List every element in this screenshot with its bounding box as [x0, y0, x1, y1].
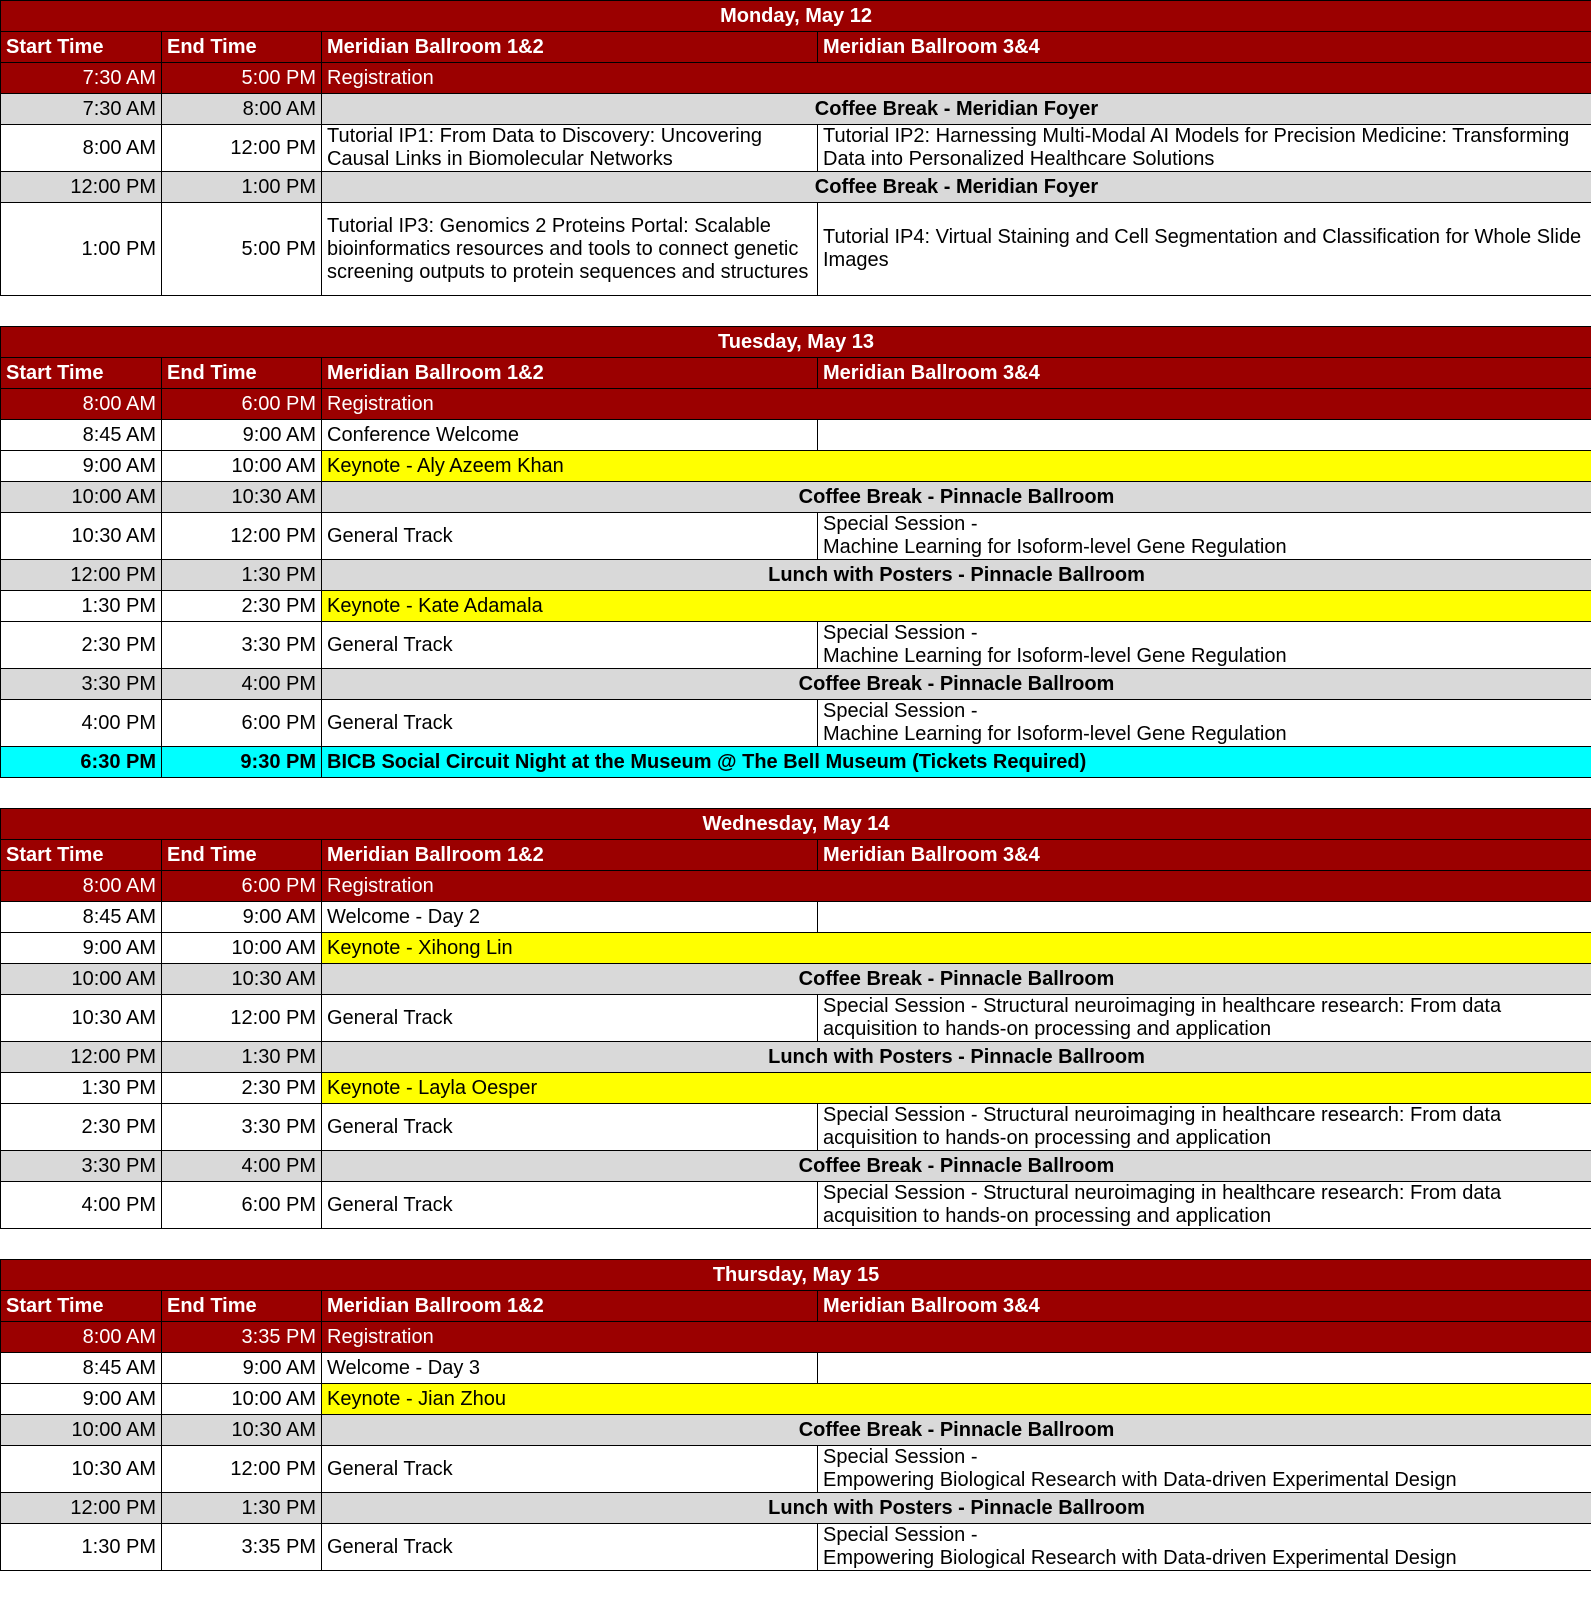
schedule-row-plain — [1, 700, 1591, 747]
meridian-ballroom-3-4-header: Meridian Ballroom 3&4 — [818, 32, 1591, 63]
start-time-header: Start Time — [1, 1291, 162, 1322]
meridian-ballroom-1-2-session: Welcome - Day 2 — [322, 902, 818, 933]
start-time: 10:30 AM — [1, 995, 162, 1042]
schedule-row-plain — [1, 1446, 1591, 1493]
end-time: 9:00 AM — [162, 1353, 322, 1384]
start-time: 1:30 PM — [1, 1073, 162, 1104]
meridian-ballroom-3-4-session: Special Session - Machine Learning for Isoform-level Gene Regulation — [818, 513, 1591, 560]
day-spacer — [0, 1229, 1591, 1259]
full-width-session: Registration — [322, 871, 1591, 902]
schedule-row-break — [1, 94, 1591, 125]
meridian-ballroom-1-2-header: Meridian Ballroom 1&2 — [322, 1291, 818, 1322]
start-time: 9:00 AM — [1, 451, 162, 482]
end-time: 2:30 PM — [162, 591, 322, 622]
start-time: 8:45 AM — [1, 420, 162, 451]
meridian-ballroom-1-2-session: Conference Welcome — [322, 420, 818, 451]
end-time: 5:00 PM — [162, 63, 322, 94]
start-time: 12:00 PM — [1, 560, 162, 591]
meridian-ballroom-1-2-session: Welcome - Day 3 — [322, 1353, 818, 1384]
schedule-row-registration — [1, 1322, 1591, 1353]
full-width-session: Coffee Break - Pinnacle Ballroom — [322, 964, 1591, 995]
end-time: 10:00 AM — [162, 1384, 322, 1415]
start-time: 10:00 AM — [1, 1415, 162, 1446]
start-time: 8:00 AM — [1, 1322, 162, 1353]
start-time: 4:00 PM — [1, 700, 162, 747]
column-header-row — [1, 32, 1591, 63]
meridian-ballroom-3-4-session: Special Session - Empowering Biological Research with Data-driven Experimental Design — [818, 1446, 1591, 1493]
full-width-session: Coffee Break - Pinnacle Ballroom — [322, 669, 1591, 700]
full-width-session: Coffee Break - Meridian Foyer — [322, 94, 1591, 125]
schedule-row-break — [1, 560, 1591, 591]
schedule-row-keynote — [1, 1073, 1591, 1104]
end-time: 12:00 PM — [162, 513, 322, 560]
end-time: 1:00 PM — [162, 172, 322, 203]
end-time: 10:00 AM — [162, 451, 322, 482]
end-time: 9:00 AM — [162, 902, 322, 933]
start-time: 7:30 AM — [1, 63, 162, 94]
end-time: 6:00 PM — [162, 389, 322, 420]
schedule-row-break — [1, 482, 1591, 513]
start-time-header: Start Time — [1, 32, 162, 63]
end-time: 3:35 PM — [162, 1322, 322, 1353]
schedule-row-registration — [1, 871, 1591, 902]
end-time: 1:30 PM — [162, 560, 322, 591]
end-time: 1:30 PM — [162, 1493, 322, 1524]
end-time: 3:35 PM — [162, 1524, 322, 1571]
start-time: 3:30 PM — [1, 669, 162, 700]
end-time: 6:00 PM — [162, 1182, 322, 1229]
end-time: 10:00 AM — [162, 933, 322, 964]
day-schedule-table — [0, 808, 1591, 1229]
meridian-ballroom-3-4-session: Special Session - Empowering Biological Research with Data-driven Experimental Design — [818, 1524, 1591, 1571]
end-time-header: End Time — [162, 358, 322, 389]
meridian-ballroom-1-2-session: General Track — [322, 1446, 818, 1493]
end-time: 8:00 AM — [162, 94, 322, 125]
day-title-row — [1, 1, 1591, 32]
full-width-session: Registration — [322, 63, 1591, 94]
start-time: 9:00 AM — [1, 933, 162, 964]
meridian-ballroom-1-2-header: Meridian Ballroom 1&2 — [322, 358, 818, 389]
schedule-row-plain — [1, 902, 1591, 933]
schedule-row-plain — [1, 1353, 1591, 1384]
meridian-ballroom-1-2-header: Meridian Ballroom 1&2 — [322, 840, 818, 871]
day-schedule-table — [0, 0, 1591, 296]
end-time: 10:30 AM — [162, 1415, 322, 1446]
full-width-session: Coffee Break - Pinnacle Ballroom — [322, 1415, 1591, 1446]
end-time: 1:30 PM — [162, 1042, 322, 1073]
column-header-row — [1, 358, 1591, 389]
end-time: 6:00 PM — [162, 871, 322, 902]
full-width-session: Lunch with Posters - Pinnacle Ballroom — [322, 560, 1591, 591]
schedule-row-plain — [1, 203, 1591, 296]
schedule-row-social — [1, 747, 1591, 778]
meridian-ballroom-3-4-session — [818, 1353, 1591, 1384]
start-time: 8:45 AM — [1, 902, 162, 933]
start-time: 10:30 AM — [1, 1446, 162, 1493]
day-title: Tuesday, May 13 — [1, 327, 1591, 358]
end-time: 9:30 PM — [162, 747, 322, 778]
day-spacer — [0, 778, 1591, 808]
end-time-header: End Time — [162, 1291, 322, 1322]
full-width-session: Keynote - Jian Zhou — [322, 1384, 1591, 1415]
start-time: 12:00 PM — [1, 172, 162, 203]
schedule-row-plain — [1, 125, 1591, 172]
schedule-row-break — [1, 1042, 1591, 1073]
meridian-ballroom-3-4-session: Special Session - Structural neuroimaging in healthcare research: From data acquisition to hands-on processing and application — [818, 995, 1591, 1042]
full-width-session: Keynote - Kate Adamala — [322, 591, 1591, 622]
start-time: 1:30 PM — [1, 591, 162, 622]
day-title: Monday, May 12 — [1, 1, 1591, 32]
start-time-header: Start Time — [1, 840, 162, 871]
schedule-row-break — [1, 1151, 1591, 1182]
meridian-ballroom-3-4-session: Special Session - Structural neuroimaging in healthcare research: From data acquisition to hands-on processing and application — [818, 1182, 1591, 1229]
end-time: 9:00 AM — [162, 420, 322, 451]
schedule-row-plain — [1, 995, 1591, 1042]
meridian-ballroom-3-4-session: Special Session - Structural neuroimaging in healthcare research: From data acquisition to hands-on processing and application — [818, 1104, 1591, 1151]
meridian-ballroom-1-2-session: Tutorial IP1: From Data to Discovery: Uncovering Causal Links in Biomolecular Networks — [322, 125, 818, 172]
start-time: 4:00 PM — [1, 1182, 162, 1229]
meridian-ballroom-1-2-session: Tutorial IP3: Genomics 2 Proteins Portal: Scalable bioinformatics resources and tools to connect genetic screening outputs to protein sequences and structures — [322, 203, 818, 296]
end-time: 4:00 PM — [162, 1151, 322, 1182]
meridian-ballroom-3-4-session: Tutorial IP2: Harnessing Multi-Modal AI Models for Precision Medicine: Transforming Data into Personalized Healthcare Solutions — [818, 125, 1591, 172]
schedule-row-break — [1, 964, 1591, 995]
start-time: 3:30 PM — [1, 1151, 162, 1182]
full-width-session: Keynote - Layla Oesper — [322, 1073, 1591, 1104]
end-time: 5:00 PM — [162, 203, 322, 296]
meridian-ballroom-1-2-session: General Track — [322, 700, 818, 747]
schedule-row-keynote — [1, 1384, 1591, 1415]
column-header-row — [1, 840, 1591, 871]
column-header-row — [1, 1291, 1591, 1322]
meridian-ballroom-1-2-session: General Track — [322, 513, 818, 560]
start-time: 1:30 PM — [1, 1524, 162, 1571]
end-time-header: End Time — [162, 840, 322, 871]
meridian-ballroom-3-4-header: Meridian Ballroom 3&4 — [818, 840, 1591, 871]
schedule-row-registration — [1, 63, 1591, 94]
full-width-session: Coffee Break - Meridian Foyer — [322, 172, 1591, 203]
start-time: 12:00 PM — [1, 1042, 162, 1073]
meridian-ballroom-1-2-session: General Track — [322, 1182, 818, 1229]
end-time: 12:00 PM — [162, 125, 322, 172]
meridian-ballroom-3-4-header: Meridian Ballroom 3&4 — [818, 1291, 1591, 1322]
meridian-ballroom-3-4-session: Tutorial IP4: Virtual Staining and Cell Segmentation and Classification for Whole Slide Images — [818, 203, 1591, 296]
day-schedule-table — [0, 326, 1591, 778]
end-time: 12:00 PM — [162, 995, 322, 1042]
full-width-session: Coffee Break - Pinnacle Ballroom — [322, 482, 1591, 513]
schedule-row-plain — [1, 420, 1591, 451]
full-width-session: Coffee Break - Pinnacle Ballroom — [322, 1151, 1591, 1182]
meridian-ballroom-1-2-header: Meridian Ballroom 1&2 — [322, 32, 818, 63]
start-time: 7:30 AM — [1, 94, 162, 125]
start-time: 8:00 AM — [1, 871, 162, 902]
full-width-session: Lunch with Posters - Pinnacle Ballroom — [322, 1042, 1591, 1073]
end-time-header: End Time — [162, 32, 322, 63]
day-title: Thursday, May 15 — [1, 1260, 1591, 1291]
meridian-ballroom-1-2-session: General Track — [322, 1524, 818, 1571]
full-width-session: Registration — [322, 1322, 1591, 1353]
start-time: 8:00 AM — [1, 125, 162, 172]
start-time: 9:00 AM — [1, 1384, 162, 1415]
end-time: 10:30 AM — [162, 482, 322, 513]
schedule-row-break — [1, 669, 1591, 700]
start-time: 10:00 AM — [1, 482, 162, 513]
start-time: 2:30 PM — [1, 622, 162, 669]
day-title-row — [1, 327, 1591, 358]
full-width-session: Keynote - Aly Azeem Khan — [322, 451, 1591, 482]
schedule-row-plain — [1, 1104, 1591, 1151]
schedule-row-break — [1, 172, 1591, 203]
day-title-row — [1, 1260, 1591, 1291]
start-time: 8:00 AM — [1, 389, 162, 420]
meridian-ballroom-3-4-session: Special Session - Machine Learning for Isoform-level Gene Regulation — [818, 622, 1591, 669]
meridian-ballroom-1-2-session: General Track — [322, 995, 818, 1042]
meridian-ballroom-3-4-session — [818, 420, 1591, 451]
end-time: 10:30 AM — [162, 964, 322, 995]
end-time: 12:00 PM — [162, 1446, 322, 1493]
meridian-ballroom-3-4-session: Special Session - Machine Learning for Isoform-level Gene Regulation — [818, 700, 1591, 747]
day-spacer — [0, 296, 1591, 326]
end-time: 3:30 PM — [162, 1104, 322, 1151]
meridian-ballroom-3-4-header: Meridian Ballroom 3&4 — [818, 358, 1591, 389]
meridian-ballroom-1-2-session: General Track — [322, 622, 818, 669]
start-time-header: Start Time — [1, 358, 162, 389]
start-time: 6:30 PM — [1, 747, 162, 778]
start-time: 10:00 AM — [1, 964, 162, 995]
day-title: Wednesday, May 14 — [1, 809, 1591, 840]
schedule-row-registration — [1, 389, 1591, 420]
schedule-row-break — [1, 1415, 1591, 1446]
end-time: 4:00 PM — [162, 669, 322, 700]
schedule-row-keynote — [1, 933, 1591, 964]
schedule-row-plain — [1, 1182, 1591, 1229]
schedule-row-plain — [1, 622, 1591, 669]
schedule-row-keynote — [1, 591, 1591, 622]
full-width-session: Registration — [322, 389, 1591, 420]
meridian-ballroom-3-4-session — [818, 902, 1591, 933]
schedule-row-keynote — [1, 451, 1591, 482]
start-time: 2:30 PM — [1, 1104, 162, 1151]
day-title-row — [1, 809, 1591, 840]
start-time: 8:45 AM — [1, 1353, 162, 1384]
day-schedule-table — [0, 1259, 1591, 1571]
schedule-row-break — [1, 1493, 1591, 1524]
meridian-ballroom-1-2-session: General Track — [322, 1104, 818, 1151]
start-time: 10:30 AM — [1, 513, 162, 560]
end-time: 2:30 PM — [162, 1073, 322, 1104]
end-time: 3:30 PM — [162, 622, 322, 669]
schedule-row-plain — [1, 513, 1591, 560]
full-width-session: Keynote - Xihong Lin — [322, 933, 1591, 964]
full-width-session: Lunch with Posters - Pinnacle Ballroom — [322, 1493, 1591, 1524]
full-width-session: BICB Social Circuit Night at the Museum @ The Bell Museum (Tickets Required) — [322, 747, 1591, 778]
start-time: 12:00 PM — [1, 1493, 162, 1524]
end-time: 6:00 PM — [162, 700, 322, 747]
start-time: 1:00 PM — [1, 203, 162, 296]
schedule-row-plain — [1, 1524, 1591, 1571]
